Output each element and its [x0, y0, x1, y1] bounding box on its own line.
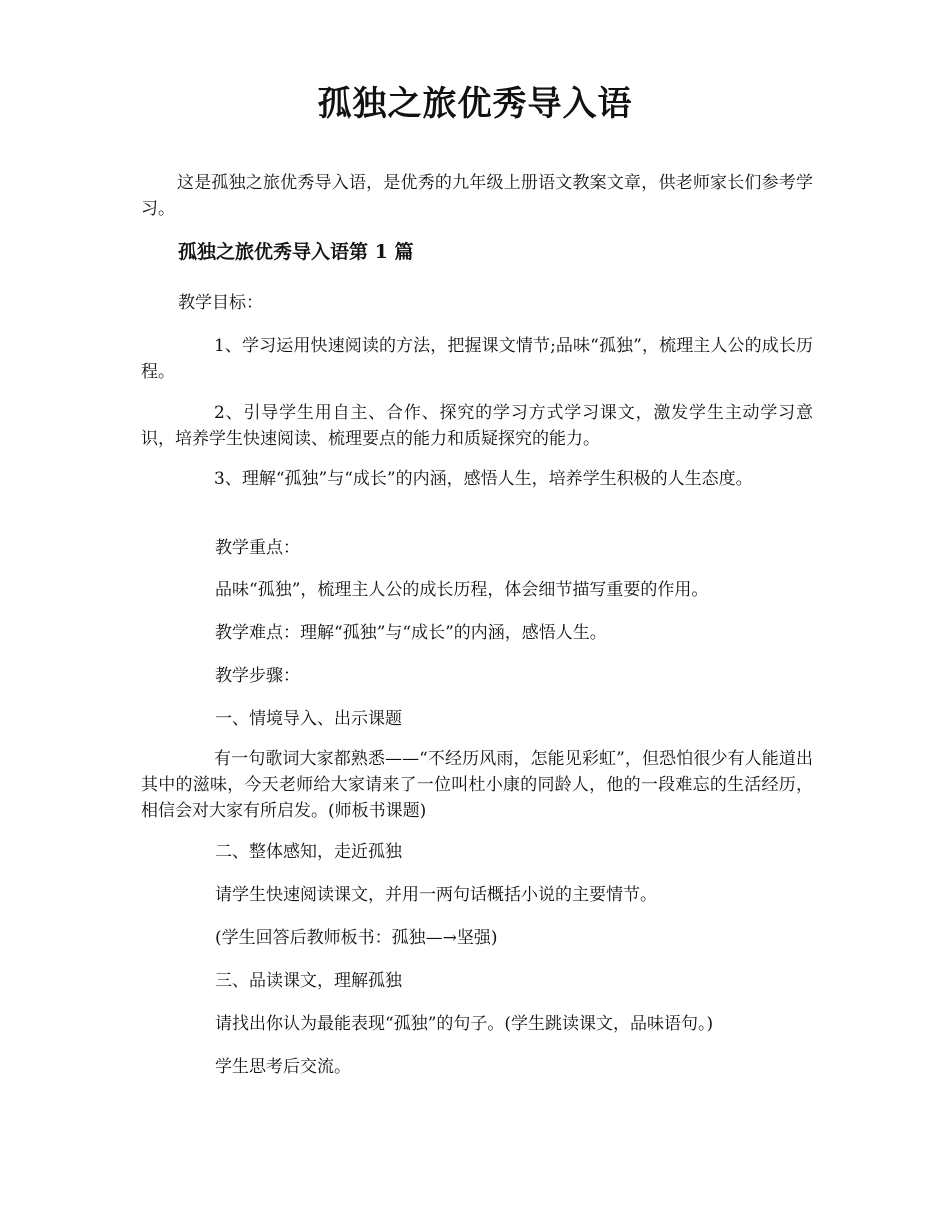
steps-label: 教学步骤： [215, 666, 300, 686]
goal-1-paragraph: 1、学习运用快速阅读的方法，把握课文情节;品味“孤独”，梳理主人公的成长历程。 [141, 336, 813, 382]
step-2-note: (学生回答后教师板书：孤独—→坚强) [215, 928, 498, 948]
goal-3-paragraph: 3、理解“孤独”与“成长”的内涵，感悟人生，培养学生积极的人生态度。 [214, 469, 753, 489]
step-1-paragraph: 有一句歌词大家都熟悉——“不经历风雨，怎能见彩虹”，但恐怕很少有人能道出其中的滋味，今天老师给大家请来了一位叫杜小康的同龄人，他的一段难忘的生活经历，相信会对大家有所启发。(师板书课题) [141, 749, 813, 821]
key-points-text: 品味“孤独”，梳理主人公的成长历程，体会细节描写重要的作用。 [215, 580, 709, 600]
step-2-heading: 二、整体感知，走近孤独 [215, 842, 402, 862]
step-3-heading: 三、品读课文，理解孤独 [215, 971, 402, 991]
difficulty-text: 教学难点：理解“孤独”与“成长”的内涵，感悟人生。 [215, 623, 607, 643]
goal-2-paragraph: 2、引导学生用自主、合作、探究的学习方式学习课文，激发学生主动学习意识，培养学生快速阅读、梳理要点的能力和质疑探究的能力。 [141, 403, 813, 449]
step-2-text: 请学生快速阅读课文，并用一两句话概括小说的主要情节。 [215, 885, 657, 905]
step-3-note: 学生思考后交流。 [215, 1057, 351, 1077]
intro-paragraph: 这是孤独之旅优秀导入语，是优秀的九年级上册语文教案文章，供老师家长们参考学习。 [141, 173, 813, 219]
key-points-label: 教学重点： [215, 538, 300, 558]
goals-label: 教学目标： [178, 293, 263, 313]
step-3-text: 请找出你认为最能表现“孤独”的句子。(学生跳读课文，品味语句。) [215, 1014, 714, 1034]
step-1-heading: 一、情境导入、出示课题 [215, 709, 402, 729]
section-heading: 孤独之旅优秀导入语第 1 篇 [178, 241, 414, 263]
document-title: 孤独之旅优秀导入语 [317, 84, 633, 124]
